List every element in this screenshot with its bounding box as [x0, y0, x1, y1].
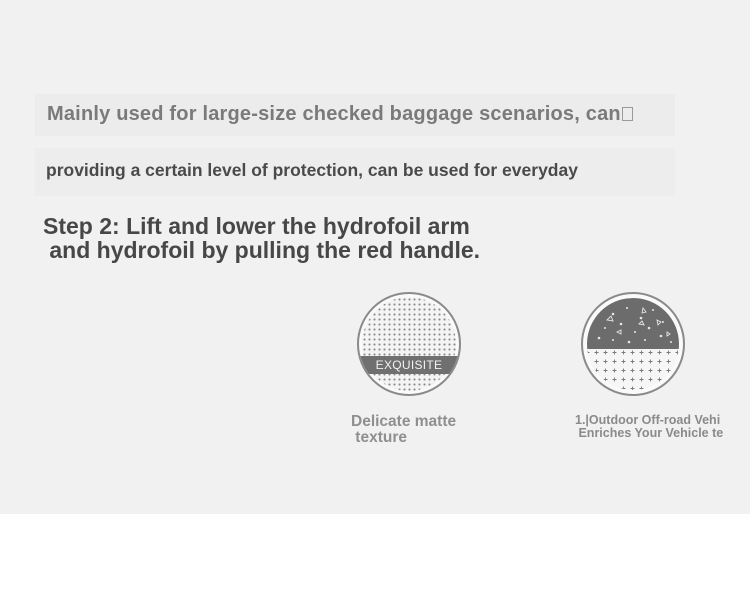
intro-text-1-content: Mainly used for large-size checked baggage scenarios, can: [47, 103, 621, 125]
dot-texture: [362, 297, 456, 391]
step-title: Step 2: Lift and lower the hydrofoil arm and hydrofoil by pulling the red handle.: [43, 213, 481, 263]
intro-text-1: [47, 103, 633, 126]
exquisite-badge-icon: [357, 292, 461, 396]
badge-label: EXQUISITE: [359, 356, 459, 374]
intro-line-1: [35, 94, 675, 136]
feature-caption-matte-texture: Delicate matte texture: [351, 413, 457, 446]
intro-line-2: [35, 148, 675, 196]
terrain-pattern-badge-icon: [581, 292, 685, 396]
missing-glyph-box: [622, 107, 633, 121]
feature-caption-off-road: 1.|Outdoor Off-road Vehi Enriches Your Vehicle te: [575, 413, 724, 440]
terrain-pattern-graphic: [583, 294, 683, 394]
intro-text-2: providing a certain level of protection, can be used for everyday: [46, 160, 578, 180]
